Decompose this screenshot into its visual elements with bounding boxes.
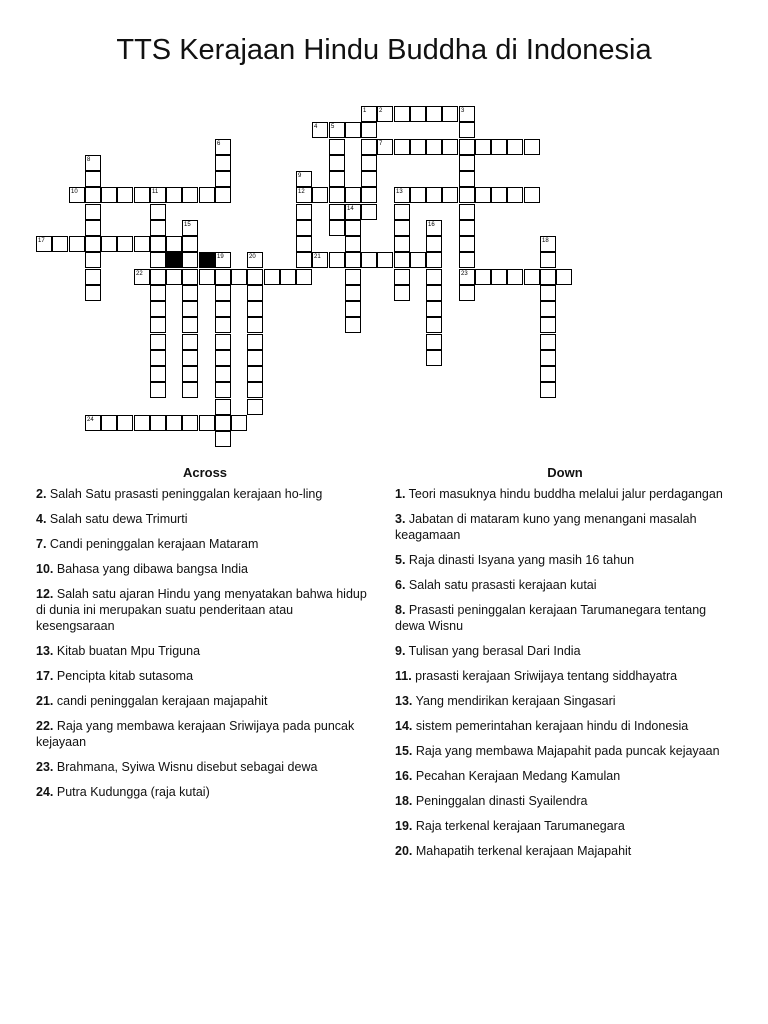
grid-cell[interactable] (426, 106, 442, 122)
grid-cell[interactable] (442, 187, 458, 203)
across-clue (36, 693, 374, 709)
grid-cell[interactable] (296, 204, 312, 220)
grid-cell[interactable] (540, 382, 556, 398)
grid-cell[interactable] (394, 252, 410, 268)
grid-cell[interactable] (296, 252, 312, 268)
grid-cell[interactable] (69, 187, 85, 203)
clue-number: 22. (36, 719, 54, 733)
grid-cell[interactable] (329, 220, 345, 236)
clue-text: Mahapatih terkenal kerajaan Majapahit (412, 844, 632, 858)
grid-cell[interactable] (361, 122, 377, 138)
grid-cell[interactable] (182, 285, 198, 301)
cell-number: 9 (298, 173, 302, 179)
grid-cell[interactable] (52, 236, 68, 252)
grid-cell[interactable] (166, 269, 182, 285)
grid-cell[interactable] (426, 139, 442, 155)
grid-cell[interactable] (182, 334, 198, 350)
grid-cell[interactable] (280, 269, 296, 285)
clue-number: 19. (395, 819, 413, 833)
grid-cell[interactable] (426, 269, 442, 285)
cell-number: 7 (379, 141, 383, 147)
grid-cell[interactable] (166, 187, 182, 203)
clue-number: 14. (395, 719, 413, 733)
grid-cell[interactable] (540, 350, 556, 366)
down-clue (395, 668, 735, 684)
grid-cell[interactable] (199, 415, 215, 431)
grid-cell[interactable] (475, 269, 491, 285)
grid-cell[interactable] (394, 220, 410, 236)
clue-number: 15. (395, 744, 413, 758)
grid-cell[interactable] (150, 350, 166, 366)
grid-cell[interactable] (491, 187, 507, 203)
across-clue (36, 784, 374, 800)
clue-number: 6. (395, 578, 406, 592)
grid-cell[interactable] (150, 220, 166, 236)
clue-text: Pecahan Kerajaan Medang Kamulan (412, 769, 621, 783)
grid-cell[interactable] (475, 139, 491, 155)
cell-number: 10 (71, 189, 78, 195)
grid-cell[interactable] (182, 187, 198, 203)
clue-number: 3. (395, 512, 406, 526)
grid-cell[interactable] (394, 204, 410, 220)
grid-cell[interactable] (329, 187, 345, 203)
cell-number: 1 (363, 108, 367, 114)
clue-number: 13. (395, 694, 413, 708)
grid-cell[interactable] (134, 415, 150, 431)
grid-cell[interactable] (85, 204, 101, 220)
grid-cell[interactable] (329, 204, 345, 220)
grid-cell[interactable] (150, 252, 166, 268)
clue-text: Salah satu ajaran Hindu yang menyatakan bahwa hidup di dunia ini merupakan suatu penderitaan atau kesengsaraan (36, 587, 367, 633)
clue-text: Brahmana, Syiwa Wisnu disebut sebagai dewa (53, 760, 318, 774)
cell-number: 5 (331, 124, 335, 130)
grid-cell[interactable] (459, 220, 475, 236)
grid-cell[interactable] (345, 317, 361, 333)
clue-number: 7. (36, 537, 47, 551)
grid-cell[interactable] (215, 187, 231, 203)
grid-cell[interactable] (459, 139, 475, 155)
grid-cell[interactable] (150, 301, 166, 317)
grid-cell[interactable] (459, 155, 475, 171)
grid-cell[interactable] (426, 350, 442, 366)
clue-text: Raja dinasti Isyana yang masih 16 tahun (405, 553, 635, 567)
clue-number: 13. (36, 644, 54, 658)
grid-cell[interactable] (150, 269, 166, 285)
grid-cell[interactable] (524, 139, 540, 155)
grid-cell[interactable] (329, 139, 345, 155)
grid-cell[interactable] (345, 204, 361, 220)
grid-cell[interactable] (394, 236, 410, 252)
grid-cell[interactable] (491, 269, 507, 285)
grid-cell[interactable] (507, 139, 523, 155)
cell-number: 22 (136, 271, 143, 277)
clue-text: Teori masuknya hindu buddha melalui jalur perdagangan (405, 487, 723, 501)
grid-cell[interactable] (410, 106, 426, 122)
grid-cell[interactable] (150, 236, 166, 252)
clue-number: 17. (36, 669, 54, 683)
grid-cell[interactable] (117, 236, 133, 252)
grid-cell[interactable] (247, 399, 263, 415)
grid-cell[interactable] (85, 187, 101, 203)
grid-cell[interactable] (182, 301, 198, 317)
grid-cell[interactable] (231, 269, 247, 285)
grid-cell[interactable] (459, 122, 475, 138)
clue-text: candi peninggalan kerajaan majapahit (53, 694, 268, 708)
down-clue (395, 693, 735, 709)
cell-number: 11 (152, 189, 159, 195)
grid-cell[interactable] (150, 317, 166, 333)
grid-cell[interactable] (150, 204, 166, 220)
cell-number: 23 (461, 271, 468, 277)
grid-cell[interactable] (524, 187, 540, 203)
grid-cell[interactable] (215, 252, 231, 268)
crossword-grid (0, 0, 768, 460)
grid-cell[interactable] (459, 285, 475, 301)
clue-number: 16. (395, 769, 413, 783)
cell-number: 14 (347, 206, 354, 212)
down-clue (395, 793, 735, 809)
grid-cell[interactable] (442, 106, 458, 122)
grid-cell[interactable] (410, 187, 426, 203)
grid-cell[interactable] (247, 366, 263, 382)
clue-number: 9. (395, 644, 406, 658)
grid-cell[interactable] (426, 187, 442, 203)
grid-cell[interactable] (134, 236, 150, 252)
clue-text: sistem pemerintahan kerajaan hindu di Indonesia (412, 719, 689, 733)
cell-number: 24 (87, 417, 94, 423)
cell-number: 8 (87, 157, 91, 163)
grid-cell[interactable] (361, 187, 377, 203)
clue-text: Prasasti peninggalan kerajaan Tarumanegara tentang dewa Wisnu (395, 603, 707, 633)
cell-number: 17 (38, 238, 45, 244)
clue-number: 5. (395, 553, 406, 567)
grid-cell[interactable] (459, 171, 475, 187)
grid-cell[interactable] (329, 155, 345, 171)
grid-cell[interactable] (345, 269, 361, 285)
grid-cell[interactable] (150, 382, 166, 398)
cell-number: 18 (542, 238, 549, 244)
grid-cell[interactable] (329, 122, 345, 138)
down-clue (395, 718, 735, 734)
across-clue (36, 668, 374, 684)
grid-cell[interactable] (312, 187, 328, 203)
grid-cell[interactable] (182, 317, 198, 333)
grid-cell[interactable] (540, 317, 556, 333)
down-clue (395, 818, 735, 834)
grid-cell[interactable] (85, 155, 101, 171)
grid-cell[interactable] (345, 236, 361, 252)
clue-number: 1. (395, 487, 406, 501)
grid-cell[interactable] (36, 236, 52, 252)
grid-cell[interactable] (182, 415, 198, 431)
grid-cell[interactable] (150, 334, 166, 350)
grid-cell[interactable] (182, 366, 198, 382)
grid-cell[interactable] (296, 269, 312, 285)
grid-cell[interactable] (117, 187, 133, 203)
grid-cell[interactable] (215, 317, 231, 333)
grid-cell[interactable] (215, 399, 231, 415)
grid-cell[interactable] (426, 236, 442, 252)
grid-cell[interactable] (329, 252, 345, 268)
grid-cell[interactable] (264, 269, 280, 285)
down-clue (395, 511, 735, 543)
grid-cell[interactable] (215, 431, 231, 447)
grid-cell[interactable] (215, 269, 231, 285)
clue-text: Peninggalan dinasti Syailendra (412, 794, 588, 808)
grid-cell[interactable] (182, 269, 198, 285)
grid-cell[interactable] (524, 269, 540, 285)
grid-cell[interactable] (442, 139, 458, 155)
clue-number: 8. (395, 603, 406, 617)
clue-text: Salah Satu prasasti peninggalan kerajaan ho-ling (46, 487, 323, 501)
cell-number: 4 (314, 124, 318, 130)
grid-cell[interactable] (426, 334, 442, 350)
grid-cell[interactable] (312, 252, 328, 268)
clue-text: Raja terkenal kerajaan Tarumanegara (412, 819, 625, 833)
grid-cell[interactable] (199, 269, 215, 285)
grid-cell[interactable] (231, 415, 247, 431)
clue-number: 10. (36, 562, 54, 576)
black-cell (199, 252, 215, 268)
grid-cell[interactable] (247, 285, 263, 301)
cell-number: 2 (379, 108, 383, 114)
cell-number: 20 (249, 254, 256, 260)
grid-cell[interactable] (540, 285, 556, 301)
grid-cell[interactable] (426, 301, 442, 317)
grid-cell[interactable] (459, 187, 475, 203)
grid-cell[interactable] (345, 187, 361, 203)
grid-cell[interactable] (117, 415, 133, 431)
clue-number: 2. (36, 487, 47, 501)
cell-number: 19 (217, 254, 224, 260)
grid-cell[interactable] (345, 301, 361, 317)
grid-cell[interactable] (296, 236, 312, 252)
down-clue (395, 577, 735, 593)
grid-cell[interactable] (377, 106, 393, 122)
clue-number: 18. (395, 794, 413, 808)
grid-cell[interactable] (215, 155, 231, 171)
grid-cell[interactable] (345, 285, 361, 301)
down-clue (395, 602, 735, 634)
down-list (395, 486, 735, 859)
grid-cell[interactable] (377, 252, 393, 268)
across-clue (36, 511, 374, 527)
grid-cell[interactable] (215, 366, 231, 382)
down-clue (395, 643, 735, 659)
across-clue (36, 586, 374, 634)
grid-cell[interactable] (426, 220, 442, 236)
grid-cell[interactable] (85, 171, 101, 187)
grid-cell[interactable] (215, 139, 231, 155)
down-clue (395, 552, 735, 568)
grid-cell[interactable] (215, 334, 231, 350)
clue-text: Candi peninggalan kerajaan Mataram (46, 537, 259, 551)
grid-cell[interactable] (361, 106, 377, 122)
black-cell (166, 252, 182, 268)
grid-cell[interactable] (296, 187, 312, 203)
grid-cell[interactable] (85, 220, 101, 236)
clue-number: 20. (395, 844, 413, 858)
grid-cell[interactable] (361, 155, 377, 171)
clue-text: Raja yang membawa Majapahit pada puncak kejayaan (412, 744, 720, 758)
grid-cell[interactable] (215, 382, 231, 398)
grid-cell[interactable] (150, 187, 166, 203)
grid-cell[interactable] (459, 106, 475, 122)
grid-cell[interactable] (361, 139, 377, 155)
down-clue (395, 743, 735, 759)
grid-cell[interactable] (394, 269, 410, 285)
down-clue (395, 768, 735, 784)
grid-cell[interactable] (150, 285, 166, 301)
grid-cell[interactable] (475, 187, 491, 203)
grid-cell[interactable] (361, 252, 377, 268)
clue-text: Kitab buatan Mpu Triguna (53, 644, 201, 658)
grid-cell[interactable] (215, 285, 231, 301)
grid-cell[interactable] (247, 334, 263, 350)
down-clue (395, 843, 735, 859)
grid-cell[interactable] (215, 415, 231, 431)
grid-cell[interactable] (101, 236, 117, 252)
grid-cell[interactable] (345, 252, 361, 268)
clue-number: 12. (36, 587, 54, 601)
grid-cell[interactable] (394, 139, 410, 155)
grid-cell[interactable] (361, 204, 377, 220)
across-clue (36, 643, 374, 659)
page-title: TTS Kerajaan Hindu Buddha di Indonesia (116, 34, 652, 66)
grid-cell[interactable] (182, 382, 198, 398)
clue-text: Tulisan yang berasal Dari India (405, 644, 581, 658)
grid-cell[interactable] (540, 252, 556, 268)
grid-cell[interactable] (247, 317, 263, 333)
across-clue (36, 486, 374, 502)
clue-number: 11. (395, 669, 412, 683)
grid-cell[interactable] (540, 236, 556, 252)
clue-number: 21. (36, 694, 54, 708)
across-clue (36, 759, 374, 775)
grid-cell[interactable] (182, 220, 198, 236)
grid-cell[interactable] (166, 415, 182, 431)
grid-cell[interactable] (459, 236, 475, 252)
grid-cell[interactable] (85, 252, 101, 268)
cell-number: 13 (396, 189, 403, 195)
grid-cell[interactable] (410, 139, 426, 155)
grid-cell[interactable] (426, 317, 442, 333)
grid-cell[interactable] (134, 187, 150, 203)
cell-number: 3 (461, 108, 465, 114)
grid-cell[interactable] (491, 139, 507, 155)
grid-cell[interactable] (247, 252, 263, 268)
grid-cell[interactable] (345, 122, 361, 138)
grid-cell[interactable] (361, 171, 377, 187)
grid-cell[interactable] (182, 350, 198, 366)
grid-cell[interactable] (101, 187, 117, 203)
grid-cell[interactable] (540, 269, 556, 285)
clue-number: 23. (36, 760, 54, 774)
grid-cell[interactable] (247, 350, 263, 366)
clue-text: Pencipta kitab sutasoma (53, 669, 194, 683)
clue-text: prasasti kerajaan Sriwijaya tentang siddhayatra (411, 669, 678, 683)
grid-cell[interactable] (247, 382, 263, 398)
grid-cell[interactable] (540, 334, 556, 350)
grid-cell[interactable] (329, 171, 345, 187)
grid-cell[interactable] (507, 269, 523, 285)
grid-cell[interactable] (394, 285, 410, 301)
cell-number: 12 (298, 189, 305, 195)
grid-cell[interactable] (459, 204, 475, 220)
grid-cell[interactable] (540, 366, 556, 382)
cell-number: 16 (428, 222, 435, 228)
down-heading: Down (547, 465, 583, 480)
grid-cell[interactable] (345, 220, 361, 236)
grid-cell[interactable] (426, 285, 442, 301)
grid-cell[interactable] (215, 301, 231, 317)
grid-cell[interactable] (134, 269, 150, 285)
across-clue (36, 561, 374, 577)
grid-cell[interactable] (85, 269, 101, 285)
grid-cell[interactable] (101, 415, 117, 431)
grid-cell[interactable] (247, 269, 263, 285)
grid-cell[interactable] (394, 106, 410, 122)
grid-cell[interactable] (296, 220, 312, 236)
grid-cell[interactable] (166, 236, 182, 252)
grid-cell[interactable] (394, 187, 410, 203)
grid-cell[interactable] (150, 366, 166, 382)
clue-text: Salah satu prasasti kerajaan kutai (405, 578, 597, 592)
grid-cell[interactable] (85, 285, 101, 301)
down-clue (395, 486, 735, 502)
across-clue (36, 718, 374, 750)
grid-cell[interactable] (540, 301, 556, 317)
clue-text: Bahasa yang dibawa bangsa India (53, 562, 248, 576)
grid-cell[interactable] (507, 187, 523, 203)
grid-cell[interactable] (247, 301, 263, 317)
across-clues (36, 465, 374, 809)
clue-text: Raja yang membawa kerajaan Sriwijaya pada puncak kejayaan (36, 719, 355, 749)
grid-cell[interactable] (556, 269, 572, 285)
grid-cell[interactable] (377, 139, 393, 155)
across-heading: Across (182, 465, 228, 480)
clue-text: Jabatan di mataram kuno yang menangani masalah keagamaan (395, 512, 697, 542)
clue-text: Putra Kudungga (raja kutai) (53, 785, 210, 799)
grid-cell[interactable] (410, 252, 426, 268)
grid-cell[interactable] (215, 171, 231, 187)
across-clue (36, 536, 374, 552)
grid-cell[interactable] (459, 252, 475, 268)
cell-number: 15 (184, 222, 191, 228)
cell-number: 6 (217, 141, 221, 147)
grid-cell[interactable] (199, 187, 215, 203)
grid-cell[interactable] (182, 236, 198, 252)
grid-cell[interactable] (426, 252, 442, 268)
down-clues (395, 465, 735, 868)
grid-cell[interactable] (85, 236, 101, 252)
grid-cell[interactable] (182, 252, 198, 268)
clue-number: 4. (36, 512, 47, 526)
grid-cell[interactable] (85, 415, 101, 431)
across-list (36, 486, 374, 800)
clue-text: Salah satu dewa Trimurti (46, 512, 188, 526)
clue-text: Yang mendirikan kerajaan Singasari (412, 694, 616, 708)
clue-number: 24. (36, 785, 54, 799)
grid-cell[interactable] (215, 350, 231, 366)
cell-number: 21 (314, 254, 321, 260)
grid-cell[interactable] (459, 269, 475, 285)
grid-cell[interactable] (150, 415, 166, 431)
grid-cell[interactable] (69, 236, 85, 252)
grid-cell[interactable] (312, 122, 328, 138)
grid-cell[interactable] (296, 171, 312, 187)
